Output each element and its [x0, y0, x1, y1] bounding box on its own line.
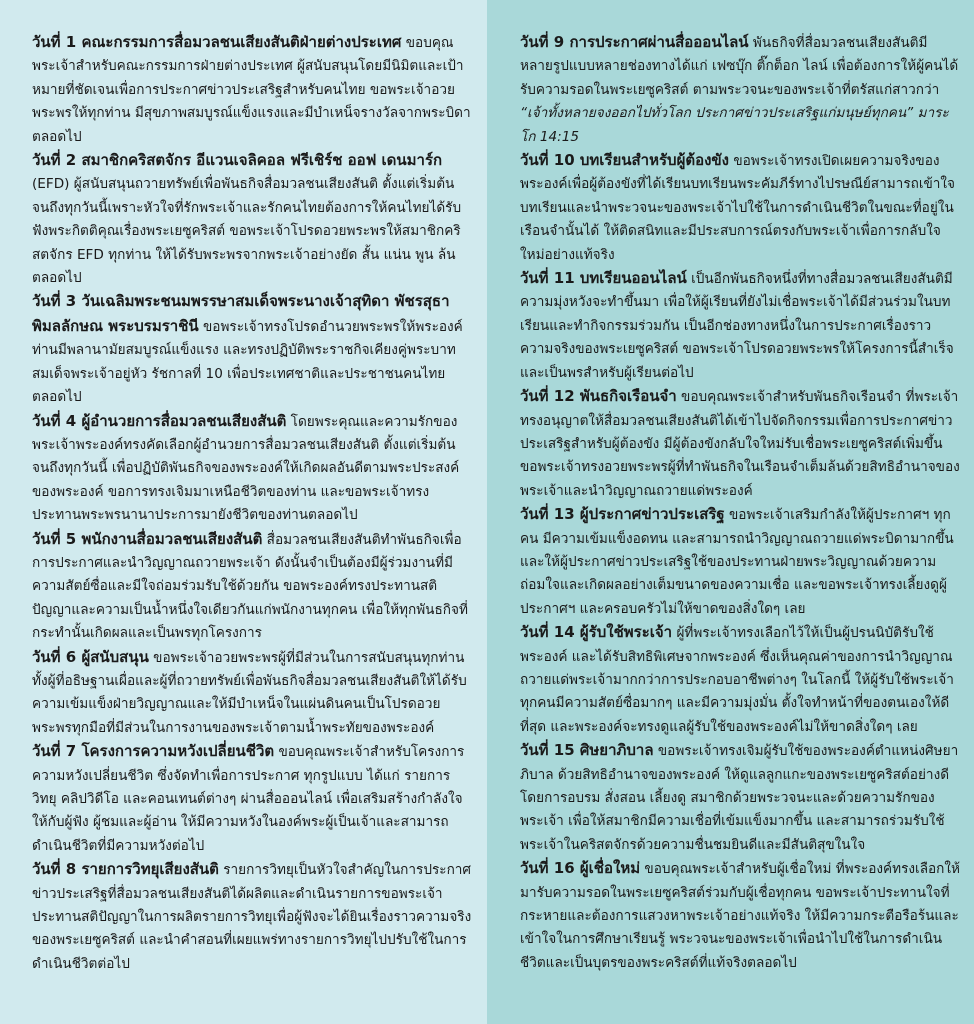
prayer-entry-day-4: [32, 410, 473, 528]
day-body: ขอพระเจ้าทรงเปิดเผยความจริงของพระองค์เพื่อผู้ต้องขังที่ได้เรียนบทเรียนพระคัมภีร์ทางไปรษณีย์สามารถเข้าใจบทเรียนและนำพระวจนะของพระเจ้าไปใช้ในการดำเนินชีวิตในขณะที่อยู่ในเรือนจำนั้นได้ ให้ติดสนิทและมีประสบการณ์ตรงกับพระเจ้าเพื่อการกลับใจใหม่อย่างแท้จริง: [520, 153, 956, 263]
day-body: โดยพระคุณและความรักของพระเจ้าพระองค์ทรงคัดเลือกผู้อำนวยการสื่อมวลชนเสียงสันติ ตั้งแต่เริ่มต้นจนถึงทุกวันนี้ เพื่อปฏิบัติพันธกิจของพระองค์ให้เกิดผลอันดีตามพระประสงค์ของพระองค์ ขอการทรงเจิมมาเหนือชีวิตของท่าน และขอพระเจ้าทรงประทานพระพรนานาประการมายังชีวิตของท่านตลอดไป: [32, 413, 460, 524]
day-heading: วันที่ 2 สมาชิกคริสตจักร อีแวนเจลิคอล ฟรีเชิร์ช ออฟ เดนมาร์ก: [32, 151, 443, 170]
day-heading: วันที่ 9 การประกาศผ่านสื่อออนไลน์: [520, 33, 749, 51]
prayer-entry-day-5: [32, 528, 473, 646]
day-body: สื่อมวลชนเสียงสันติทำพันธกิจเพื่อการประกาศและนำวิญญาณถวายพระเจ้า ดังนั้นจำเป็นต้องมีผู้ร่วมงานที่มีความสัตย์ซื่อและมีใจถ่อมร่วมรับใช้ด้วยกัน ขอพระองค์ทรงประทานสติปัญญาและความเป็นน้ำหนึ่งใจเดียวกันแก่พนักงานทุกคน เพื่อให้ทุกพันธกิจที่กระทำนั้นเกิดผลและเป็นพรทุกโครงการ: [32, 531, 468, 642]
prayer-entry-day-11: [520, 267, 960, 385]
day-heading: วันที่ 5 พนักงานสื่อมวลชนเสียงสันติ: [32, 529, 263, 548]
day-body: ขอพระเจ้าทรงเจิมผู้รับใช้ของพระองค์ตำแหน่งศิษยาภิบาล ด้วยสิทธิอำนาจของพระองค์ ให้ดูแลลูกแกะของพระเยซูคริสต์อย่างดี โดยการอบรม สั่งสอน เลี้ยงดู สมาชิกด้วยพระวจนะและด้วยความรักของพระเจ้า เพื่อให้สมาชิกมีความเชื่อที่เข้มแข็งมากขึ้น และสามารถร่วมรับใช้พระเจ้าในคริสตจักรด้วยความชื่นชมยินดีและมีสันติสุขในใจ: [520, 743, 959, 853]
day-heading: วันที่ 3 วันเฉลิมพระชนมพรรษาสมเด็จพระนางเจ้าสุทิดา พัชรสุธาพิมลลักษณ พระบรมราชินี: [32, 292, 450, 335]
day-heading: วันที่ 6 ผู้สนับสนุน: [32, 647, 149, 666]
day-body: ขอบคุณพระเจ้าสำหรับโครงการความหวังเปลี่ยนชีวิต ซึ่งจัดทำเพื่อการประกาศ ทุกรูปแบบ ได้แก่ รายการวิทยุ คลิปวิดีโอ และคอนเทนต์ต่างๆ ผ่านสื่อออนไลน์ เพื่อเสริมสร้างกำลังใจให้กับผู้ฟัง ผู้ชมและผู้อ่าน ให้มีความหวังในองค์พระผู้เป็นเจ้าและสามารถดำเนินชีวิตที่มีความหวังต่อไป: [32, 744, 465, 854]
prayer-entry-day-12: [520, 385, 960, 503]
prayer-entry-day-7: [32, 740, 473, 858]
day-body: รายการวิทยุเป็นหัวใจสำคัญในการประกาศข่าวประเสริฐที่สื่อมวลชนเสียงสันติได้ผลิตและดำเนินรายการขอพระเจ้าประทานสติปัญญาในการผลิตรายการวิทยุเพื่อผู้ฟังจะได้ยินเรื่องราวความจริงของพระเยซูคริสต์ และนำคำสอนที่เผยแพร่ทางรายการวิทยุไปปรับใช้ในการดำเนินชีวิตต่อไป: [32, 862, 472, 972]
scripture-quote: “เจ้าทั้งหลายจงออกไปทั่วโลก ประกาศข่าวประเสริฐแก่มนุษย์ทุกคน” มาระโก 14:15: [520, 105, 949, 145]
prayer-entry-day-16: [520, 857, 960, 975]
day-heading: วันที่ 13 ผู้ประกาศข่าวประเสริฐ: [520, 505, 725, 524]
prayer-entry-day-8: [32, 858, 473, 976]
prayer-entry-day-9: [520, 31, 960, 149]
prayer-entry-day-13: [520, 503, 960, 621]
prayer-entry-day-2: [32, 149, 473, 290]
prayer-entry-day-1: [32, 31, 473, 149]
day-body: ขอพระเจ้าทรงโปรดอำนวยพระพรให้พระองค์ท่านมีพลานามัยสมบูรณ์แข็งแรง และทรงปฏิบัติพระราชกิจเคียงคู่พระบาท สมเด็จพระเจ้าอยู่หัว รัชกาลที่ 10 เพื่อประเทศชาติและประชาชนคนไทยตลอดไป: [32, 318, 463, 406]
day-heading: วันที่ 1 คณะกรรมการสื่อมวลชนเสียงสันติฝ่ายต่างประเทศ: [32, 33, 402, 51]
day-body: เป็นอีกพันธกิจหนึ่งที่ทางสื่อมวลชนเสียงสันติมีความมุ่งหวังจะทำขึ้นมา เพื่อให้ผู้เรียนที่ยังไม่เชื่อพระเจ้าได้มีส่วนร่วมในบทเรียนและทำกิจกรรมร่วมกัน เป็นอีกช่องทางหนึ่งในการประกาศเรื่องราวความจริงของพระเยซูคริสต์ ขอพระเจ้าโปรดอวยพระพรให้โครงการนี้สำเร็จและเป็นพรสำหรับผู้เรียนต่อไป: [520, 271, 954, 381]
day-heading: วันที่ 15 ศิษยาภิบาล: [520, 741, 654, 760]
day-heading: วันที่ 16 ผู้เชื่อใหม่: [520, 859, 641, 878]
day-body: พันธกิจที่สื่อมวลชนเสียงสันติมีหลายรูปแบบหลายช่องทางได้แก่ เฟซบุ๊ก ติ๊กต็อก ไลน์ เพื่อต้องการให้ผู้คนได้รับความรอดในพระเยซูคริสต์ ตามพระวจนะของพระเจ้าที่ตรัสแก่สาวกว่า: [520, 35, 959, 98]
day-body: ขอพระเจ้าอวยพระพรผู้ที่มีส่วนในการสนับสนุนทุกท่าน ทั้งผู้ที่อธิษฐานเผื่อและผู้ที่ถวายทรัพย์เพื่อพันธกิจสื่อมวลชนเสียงสันติให้ได้รับความเข้มแข็งฝ่ายวิญญาณและให้มีบำเหน็จในแผ่นดินคนเป็นโปรดอวยพระพรทุกมือที่มีส่วนในการงานของพระเจ้าตามน้ำพระทัยของพระองค์: [32, 649, 467, 736]
day-body: ขอบคุณพระเจ้าสำหรับผู้เชื่อใหม่ ที่พระองค์ทรงเลือกให้มารับความรอดในพระเยซูคริสต์ร่วมกับผู้เชื่อทุกคน ขอพระเจ้าประทานใจที่กระหายและต้องการแสวงหาพระเจ้าอย่างแท้จริง ให้มีความกระตือรือร้นและเข้าใจในการศึกษาเรียนรู้ พระวจนะของพระเจ้าเพื่อนำไปใช้ในการดำเนินชีวิตและเป็นบุตรของพระคริสต์ที่แท้จริงตลอดไป: [520, 861, 961, 971]
prayer-entry-day-15: [520, 739, 960, 857]
day-heading: วันที่ 8 รายการวิทยุเสียงสันติ: [32, 860, 219, 879]
day-heading: วันที่ 4 ผู้อำนวยการสื่อมวลชนเสียงสันติ: [32, 411, 287, 430]
day-heading: วันที่ 7 โครงการความหวังเปลี่ยนชีวิต: [32, 742, 275, 761]
prayer-entry-day-6: [32, 646, 473, 741]
day-heading: วันที่ 12 พันธกิจเรือนจำ: [520, 387, 677, 406]
day-heading: วันที่ 14 ผู้รับใช้พระเจ้า: [520, 623, 673, 642]
prayer-entry-day-3: [32, 290, 473, 409]
prayer-entry-day-14: [520, 621, 960, 739]
day-body: ขอบคุณพระเจ้าสำหรับคณะกรรมการฝ่ายต่างประเทศ ผู้สนับสนุนโดยมีนิมิตและเป้าหมายที่ชัดเจนเพื่อการประกาศข่าวประเสริฐสำหรับคนไทย ขอพระเจ้าอวยพระพรให้ทุกท่าน มีสุขภาพสมบูรณ์แข็งแรงและมีบำเหน็จรางวัลจากพระบิดาตลอดไป: [32, 35, 471, 145]
day-body: ขอพระเจ้าเสริมกำลังให้ผู้ประกาศฯ ทุกคน มีความเข้มแข็งอดทน และสามารถนำวิญญาณถวายแด่พระบิดามากขึ้นและให้ผู้ประกาศข่าวประเสริฐใช้ของประทานฝ่ายพระวิญญาณด้วยความถ่อมใจและเกิดผลอย่างเต็มขนาดของความเชื่อ และขอพระเจ้าทรงเลี้ยงดูผู้ประกาศฯ และครอบครัวไม่ให้ขาดของสิ่งใดๆ เลย: [520, 507, 954, 617]
prayer-entry-day-10: [520, 149, 960, 267]
day-body: ขอบคุณพระเจ้าสำหรับพันธกิจเรือนจำ ที่พระเจ้าทรงอนุญาตให้สื่อมวลชนเสียงสันติได้เข้าไปจัดกิจกรรมเพื่อการประกาศข่าวประเสริฐสำหรับผู้ต้องขัง มีผู้ต้องขังกลับใจใหม่รับเชื่อพระเยซูคริสต์เพิ่มขึ้น ขอพระเจ้าทรงอวยพระพรผู้ที่ทำพันธกิจในเรือนจำเต็มล้นด้วยสิทธิอำนาจของพระเจ้าและนำวิญญาณถวายแด่พระองค์: [520, 389, 960, 499]
day-heading: วันที่ 11 บทเรียนออนไลน์: [520, 269, 687, 288]
day-body: ผู้ที่พระเจ้าทรงเลือกไว้ให้เป็นผู้ปรนนิบัติรับใช้พระองค์ และได้รับสิทธิพิเศษจากพระองค์ ซึ่งเห็นคุณค่าของการนำวิญญาณถวายแด่พระเจ้ามากกว่าการประกอบอาชีพต่างๆ ในโลกนี้ ให้ผู้รับใช้พระเจ้าทุกคนมีความสัตย์ซื่อมากๆ และมีความมุ่งมั่น ตั้งใจทำหน้าที่ของตนเองให้ดีที่สุด และพระองค์จะทรงดูแลผู้รับใช้ของพระองค์ไม่ให้ขาดสิ่งใดๆ เลย: [520, 625, 954, 735]
day-body: (EFD) ผู้สนับสนุนถวายทรัพย์เพื่อพันธกิจสื่อมวลชนเสียงสันติ ตั้งแต่เริ่มต้นจนถึงทุกวันนี้เพราะหัวใจที่รักพระเจ้าและรักคนไทยต้องการให้คนไทยได้รับฟังพระกิตติคุณเรื่องพระเยซูคริสต์ ขอพระเจ้าโปรดอวยพระพรให้สมาชิกคริสตจักร EFD ทุกท่าน ให้ได้รับพระพรจากพระเจ้าอย่างยัด สั้น แน่น พูน ล้น ตลอดไป: [32, 176, 462, 287]
day-heading: วันที่ 10 บทเรียนสำหรับผู้ต้องขัง: [520, 151, 730, 170]
right-prayer-column: [487, 0, 974, 1024]
